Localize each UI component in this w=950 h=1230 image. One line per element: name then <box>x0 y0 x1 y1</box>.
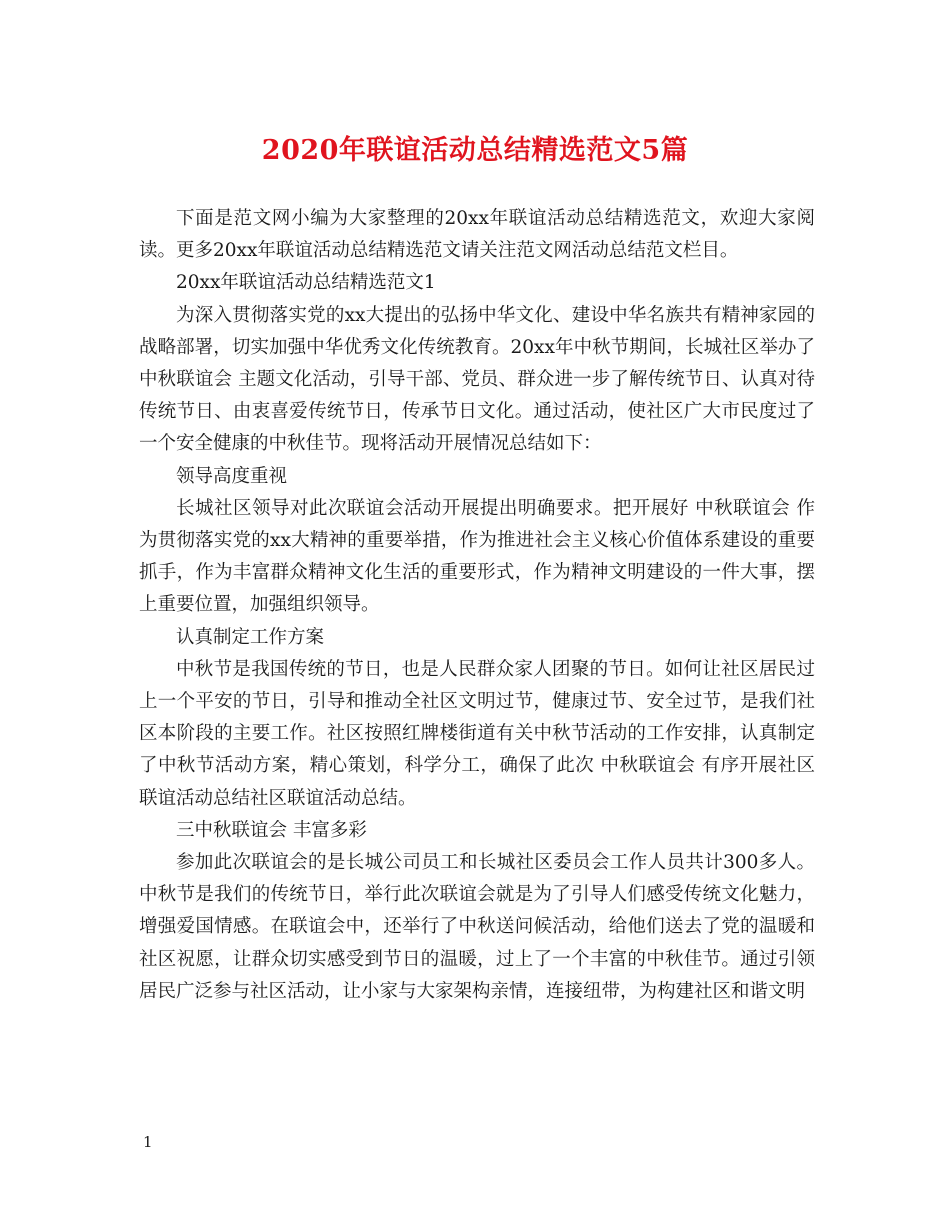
page-number: 1 <box>143 1133 153 1151</box>
page-title: 2020年联谊活动总结精选范文5篇 <box>261 135 689 166</box>
body-paragraph: 中秋节是我国传统的节日，也是人民群众家人团聚的节日。如何让社区居民过上一个平安的节日，引导和推动全社区文明过节，健康过节、安全过节，是我们社区本阶段的主要工作。社区按照红牌楼街道有关中秋节活动的工作安排，认真制定了中秋节活动方案，精心策划，科学分工，确保了此次 中秋联谊会 有序开展社区联谊活动总结社区联谊活动总结。 <box>139 658 815 809</box>
section-heading: 三中秋联谊会 丰富多彩 <box>176 819 367 841</box>
section-heading: 20xx年联谊活动总结精选范文1 <box>176 272 436 294</box>
body-paragraph: 参加此次联谊会的是长城公司员工和长城社区委员会工作人员共计300多人。中秋节是我们的传统节日，举行此次联谊会就是为了引导人们感受传统文化魅力，增强爱国情感。在联谊会中，还举行了中秋送问候活动，给他们送去了党的温暖和社区祝愿，让群众切实感受到节日的温暖，过上了一个丰富的中秋佳节。通过引领居民广泛参与社区活动，让小家与大家架构亲情，连接纽带，为构建社区和谐文明 <box>139 852 815 1002</box>
intro-paragraph: 下面是范文网小编为大家整理的20xx年联谊活动总结精选范文，欢迎大家阅读。更多20xx年联谊活动总结精选范文请关注范文网活动总结范文栏目。 <box>139 208 815 262</box>
body-paragraph: 为深入贯彻落实党的xx大提出的弘扬中华文化、建设中华名族共有精神家园的战略部署，切实加强中华优秀文化传统教育。20xx年中秋节期间，长城社区举办了 中秋联谊会 主题文化活动，引导干部、党员、群众进一步了解传统节日、认真对待传统节日、由衷喜爱传统节日，传承节日文化。通过活动，使社区广大市民度过了一个安全健康的中秋佳节。现将活动开展情况总结如下： <box>139 304 815 455</box>
body-paragraph: 长城社区领导对此次联谊会活动开展提出明确要求。把开展好 中秋联谊会 作为贯彻落实党的xx大精神的重要举措，作为推进社会主义核心价值体系建设的重要抓手，作为丰富群众精神文化生活的重要形式，作为精神文明建设的一件大事，摆上重要位置，加强组织领导。 <box>139 497 815 616</box>
document-body <box>139 203 815 1008</box>
section-heading: 领导高度重视 <box>176 465 288 487</box>
section-heading: 认真制定工作方案 <box>176 626 325 648</box>
